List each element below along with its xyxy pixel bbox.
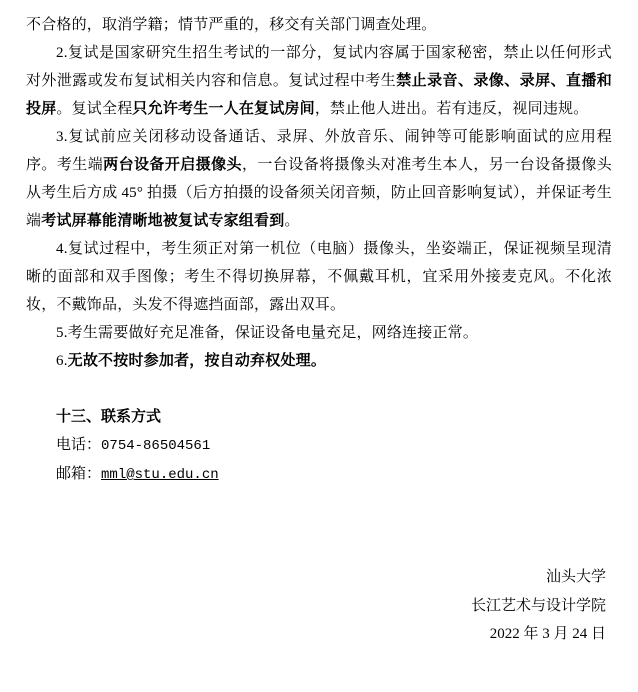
phone-line	[26, 431, 612, 460]
text-run: 5.考生需要做好充足准备，保证设备电量充足，网络连接正常。	[56, 325, 479, 341]
signature-block	[26, 563, 612, 649]
signature-school: 长江艺术与设计学院	[470, 597, 606, 614]
para-rule-6	[26, 347, 612, 375]
phone-number: 0754-86504561	[101, 438, 211, 454]
para-rule-3	[26, 123, 612, 235]
body-paragraphs	[26, 11, 612, 375]
para-rule-2	[26, 39, 612, 123]
para-continuation	[26, 11, 612, 39]
email-line	[26, 460, 612, 489]
bold-text-run: 无故不按时参加者，按自动弃权处理。	[67, 353, 327, 369]
text-run: 3.复试前应关闭移动设备通话、录屏、外放音乐、闹钟等可能影响面试的应用程序。考生端	[26, 129, 612, 173]
signature-date: 2022 年 3 月 24 日	[489, 626, 606, 642]
text-run: 。复试全程	[56, 101, 133, 117]
bold-text-run: 禁止录音、录像、录屏、直播和投屏	[26, 73, 612, 117]
text-run: 。	[284, 213, 300, 229]
text-run: 不合格的，取消学籍；情节严重的，移交有关部门调查处理。	[26, 17, 437, 33]
bold-text-run: 两台设备开启摄像头	[103, 157, 242, 173]
bold-text-run: 考试屏幕能清晰地被复试专家组看到	[41, 213, 285, 229]
phone-label: 电话：	[56, 437, 102, 453]
email-link[interactable]: mml@stu.edu.cn	[101, 467, 219, 483]
para-rule-4	[26, 235, 612, 319]
text-run: 6.	[56, 353, 68, 369]
contact-section-heading: 十三、联系方式	[56, 409, 162, 425]
signature-university: 汕头大学	[545, 569, 606, 585]
text-run: ，禁止他人进出。若有违反，视同违规。	[314, 101, 589, 117]
text-run: 2.复试是国家研究生招生考试的一部分，复试内容属于国家秘密，禁止以任何形式对外泄露或发布复试相关内容和信息。复试过程中考生	[26, 45, 612, 89]
text-run: 4.复试过程中，考生须正对第一机位（电脑）摄像头，坐姿端正，保证视频呈现清晰的面部和双手图像；考生不得切换屏幕，不佩戴耳机，宜采用外接麦克风。不化浓妆，不戴饰品，头发不得遮挡面部，露出双耳。	[26, 241, 612, 313]
bold-text-run: 只允许考生一人在复试房间	[132, 101, 315, 117]
text-run: ，一台设备将摄像头对准考生本人，另一台设备摄像头从考生后方成 45° 拍摄（后方拍摄的设备须关闭音频，防止回音影响复试），并保证考生端	[26, 157, 612, 229]
email-label: 邮箱：	[56, 466, 102, 482]
para-rule-5	[26, 319, 612, 347]
